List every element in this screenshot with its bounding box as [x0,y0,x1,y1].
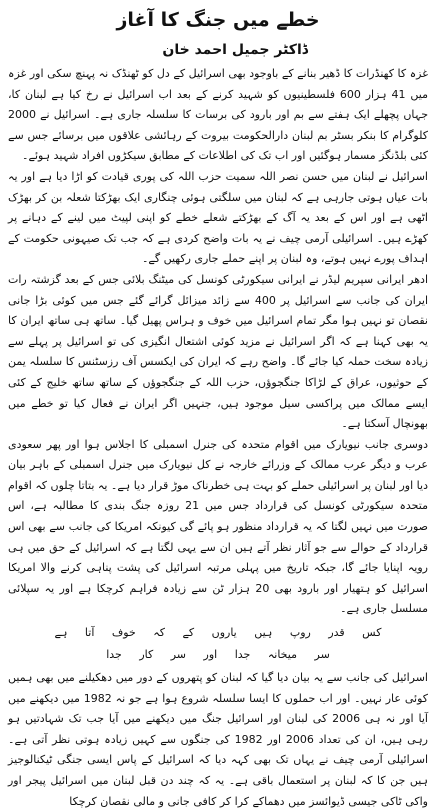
poem-line: کس قدر روپ ہیں یاروں کے کہ خوف آتا ہے [54,626,382,640]
paragraph: اسرائیل نے لبنان میں حسن نصر اللہ سمیت حزب اللہ کی پوری قیادت کو اڑا دیا ہے اور یہ بات عیاں ہوتی جارہی ہے کہ لبنان میں سلگتی ہوئی چنگاری ایک بھڑکتا شعلہ بن کر بھڑک اٹھی ہے اور اس کے بعد یہ آگ کے بھڑکتے شعلے خطے کو اپنی لپیٹ میں لینے کے دہانے پر کھڑے ہیں۔ اسرائیلی آرمی چیف نے یہ بات واضح کردی ہے کہ جب تک صیہونی حکومت کے اہداف پورے نہیں ہوتے، وہ لبنان پر اپنے حملے جاری رکھیں گے۔ [8,169,428,266]
article-title: خطے میں جنگ کا آغاز [116,9,320,31]
paragraph: غزہ کا کھنڈرات کا ڈھیر بنانے کے باوجود بھی اسرائیل کے دل کو ٹھنڈک نہ پہنچ سکی اور غزہ میں 41 ہزار 600 فلسطینیوں کو شہید کرنے کے بعد اب اسرائیل نے رخ کیا ہے لبنان کا، جہاں پچھلے ایک ہفتے سے بم اور بارود کی برسات کا سلسلہ جاری ہے۔ اسرائیل نے 2000 کلوگرام کا بنکر بسٹر بم لبنان دارالحکومت بیروت کے رہائشی علاقوں میں برسائے جس سے کئی بلڈنگز مسمار ہوگئیں اور اب تک کی اطلاعات کے مطابق سیکڑوں افراد شہید ہوئے۔ [8,67,428,163]
poem-line: سر میخانہ جدا اور سر کار جدا [106,648,330,662]
paragraph: دوسری جانب نیویارک میں اقوام متحدہ کی جنرل اسمبلی کا اجلاس ہوا اور پھر سعودی عرب و دیگر عرب ممالک کے وزرائے خارجہ نے کل نیویارک میں جنرل اسمبلی کے باہر بیان دیا اور لبنان پر اسرائیلی حملے کو بہت ہی خطرناک موڑ قرار دیا ہے۔ یہ بتاتا چلوں کہ اقوام متحدہ سیکورٹی کونسل کی قرارداد جس میں 21 روزہ جنگ بندی کا مطالبہ ہے، اس صورت میں نہیں لگتا کہ یہ قرارداد منظور ہو پائے گی کیونکہ امریکا کی جانب سے بھی اس قرارداد کے حوالے سے جو آثار نظر آتے ہیں ان سے یہی لگتا ہے کہ اسرائیل کے حق میں ہی رویہ اپنایا جائے گا، جبکہ تاریخ میں پہلی مرتبہ اسرائیل کی پشت پناہی کرنے والا امریکا اسرائیل کو ہتھیار اور بارود بھی 20 ہزار ٹن سے زیادہ فراہم کرچکا ہے اور یہ سپلائی مسلسل جاری ہے۔ [8,437,428,616]
poem-couplet [8,622,428,666]
paragraph: ادھر ایرانی سپریم لیڈر نے ایرانی سیکورٹی کونسل کی میٹنگ بلائی جس کے بعد گزشتہ رات ایران کی جانب سے اسرائیل پر 400 سے زائد میزائل گرائے گئے جس میں کوئی بڑا جانی نقصان تو نہیں ہوا مگر تمام اسرائیل میں خوف و ہراس پھیل گیا۔ ساتھ ہی ساتھ ایران کا یہ بھی کہنا ہے کہ اگر اسرائیل نے مزید کوئی اشتعال انگیزی کی تو اسرائیل پر پہلے سے زیادہ سخت حملہ کیا جائے گا۔ واضح رہے کہ ایران کی ایکسس آف رزسٹنس کا سلسلہ یمن کے حوثیوں، عراق کے لڑاکا جنگجوؤں، حزب اللہ کے جنگجوؤں کے ساتھ ساتھ خلیج کے کئی ایسے ممالک میں پراکسی سیل موجود ہیں، جنہیں اگر ایران نے فعال کیا تو خطے میں بھونچال آسکتا ہے۔ [8,272,429,431]
article-body [8,64,428,812]
closing-paragraph: اسرائیل کی جانب سے یہ بیان دیا گیا کہ لبنان کو پتھروں کے دور میں دھکیلنے میں بھی ہمیں کوئی عار نہیں۔ اور اب حملوں کا ایسا سلسلہ شروع ہوا ہے جو نہ 1982 میں دیکھنے میں آیا اور نہ ہی 2006 کی لبنان اور اسرائیل جنگ میں دیکھنے میں آیا جب تک شہادتیں ہو رہی ہیں، ان کی تعداد 2006 اور 1982 کی جنگوں سے کہیں زیادہ ہوتی نظر آتی ہے۔ اسرائیلی آرمی چیف نے یہاں تک بھی کہہ دیا کہ اسرائیل کے پاس ایسی جنگی ٹیکنالوجیز ہیں جن کا کہ لبنان پر استعمال باقی ہے۔ یہ کہ چند دن قبل لبنان میں اسرائیل پیجر اور واکی ٹاکی جیسی ڈیوائسز میں دھماکے کرا کر کافی جانی و مالی نقصان کرچکا [8,671,428,808]
author-name: ڈاکٹر جمیل احمد خان [162,42,308,58]
